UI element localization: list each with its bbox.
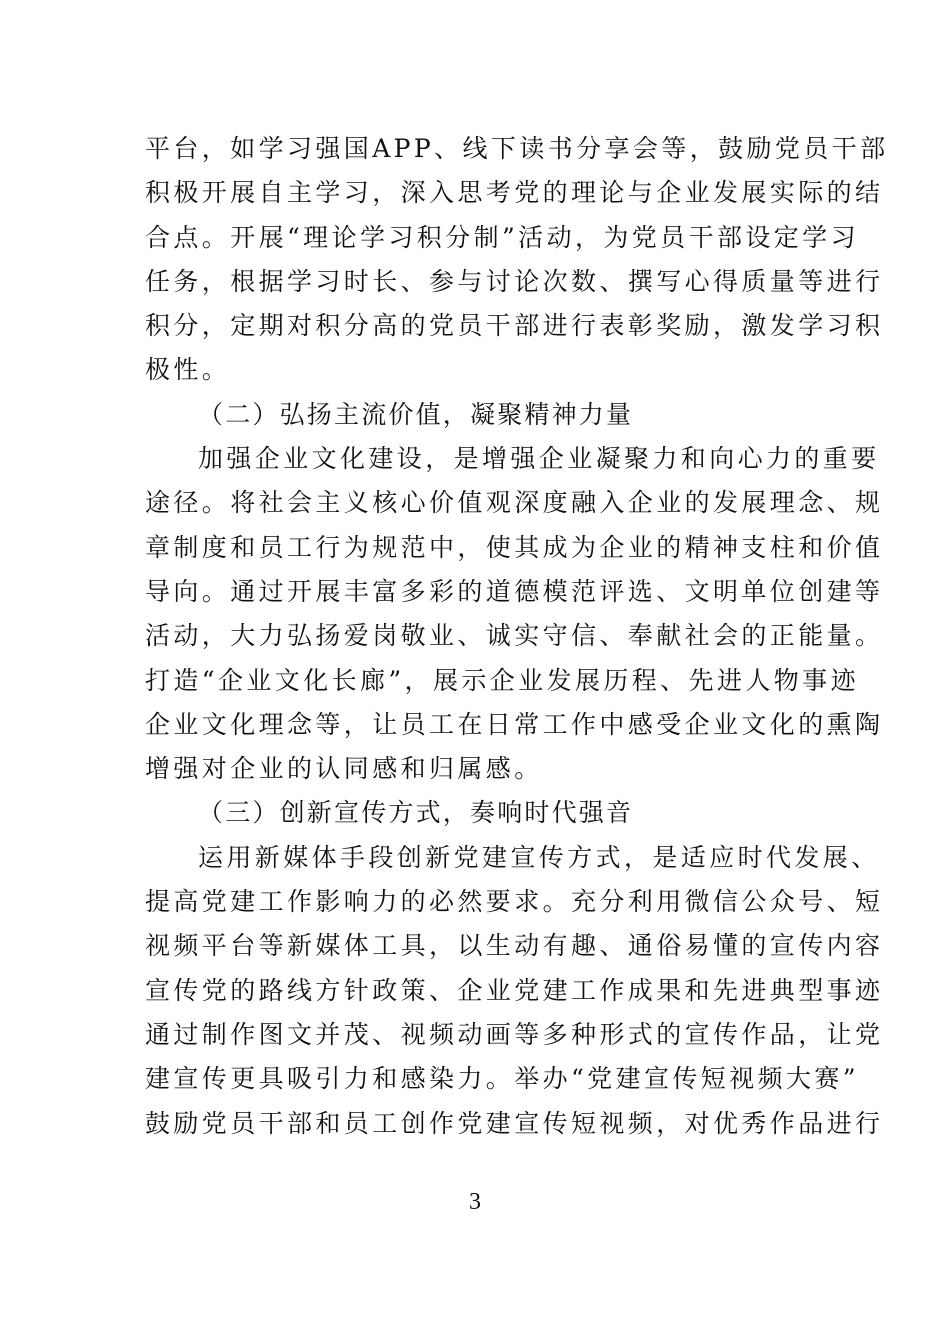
text-line: 平台，如学习强国APP、线下读书分享会等，鼓励党员干部 — [145, 134, 889, 163]
text-line: 活动，大力弘扬爱岗敬业、诚实守信、奉献社会的正能量。 — [145, 621, 884, 651]
paragraph-3 — [145, 836, 884, 1146]
section-heading-2: （二）弘扬主流价值，凝聚精神力量 — [198, 399, 634, 429]
text-line: 鼓励党员干部和员工创作党建宣传短视频，对优秀作品进行 — [145, 1108, 884, 1138]
text-line: 导向。通过开展丰富多彩的道德模范评选、文明单位创建等 — [145, 576, 884, 606]
text-line: 建宣传更具吸引力和感染力。举办“党建宣传短视频大赛” — [145, 1064, 859, 1094]
text-line: 企业文化理念等，让员工在日常工作中感受企业文化的熏陶 — [145, 709, 884, 739]
text-line: 极性。 — [145, 355, 231, 385]
text-line: 宣传党的路线方针政策、企业党建工作成果和先进典型事迹 — [145, 975, 884, 1005]
text-line: 加强企业文化建设，是增强企业凝聚力和向心力的重要 — [198, 444, 880, 474]
text-line: 章制度和员工行为规范中，使其成为企业的精神支柱和价值 — [145, 532, 884, 562]
document-body — [145, 127, 889, 1146]
text-line: 任务，根据学习时长、参与讨论次数、撰写心得质量等进行 — [145, 266, 884, 296]
text-line: 积分，定期对积分高的党员干部进行表彰奖励，激发学习积 — [145, 311, 884, 341]
page-number: 3 — [469, 1189, 481, 1215]
text-line: 增强对企业的认同感和归属感。 — [145, 754, 543, 784]
text-line: 通过制作图文并茂、视频动画等多种形式的宣传作品，让党 — [145, 1019, 884, 1049]
text-line: 合点。开展“理论学习积分制”活动，为党员干部设定学习 — [145, 222, 859, 252]
text-line: 运用新媒体手段创新党建宣传方式，是适应时代发展、 — [198, 842, 880, 872]
text-line: 视频平台等新媒体工具，以生动有趣、通俗易懂的宣传内容 — [145, 931, 884, 961]
text-line: 积极开展自主学习，深入思考党的理论与企业发展实际的结 — [145, 178, 884, 208]
text-line: 提高党建工作影响力的必然要求。充分利用微信公众号、短 — [145, 887, 884, 917]
text-line: 打造“企业文化长廊”，展示企业发展历程、先进人物事迹 — [145, 665, 859, 695]
section-heading-3: （三）创新宣传方式，奏响时代强音 — [198, 798, 634, 828]
paragraph-1 — [145, 127, 889, 393]
paragraph-2 — [145, 437, 884, 791]
text-line: 途径。将社会主义核心价值观深度融入企业的发展理念、规 — [145, 488, 884, 518]
